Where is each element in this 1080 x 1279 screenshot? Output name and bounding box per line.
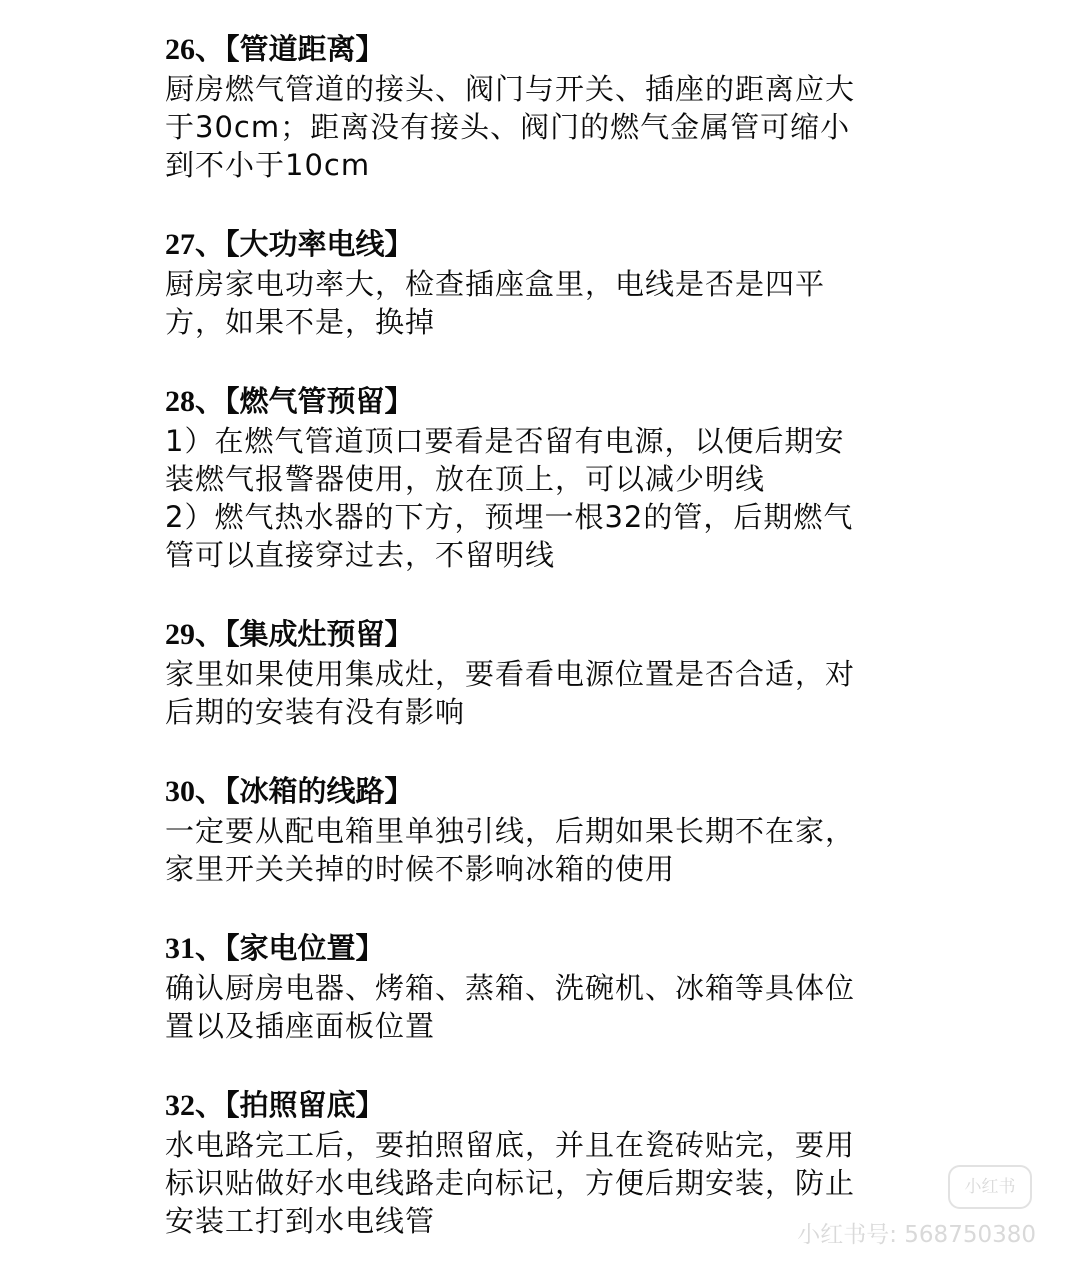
section-heading (165, 223, 935, 265)
section-body (165, 969, 935, 1045)
section-number: 31、 (165, 932, 225, 965)
section-heading (165, 28, 935, 70)
section-body (165, 422, 935, 574)
body-line: 标识贴做好水电线路走向标记，方便后期安装，防止 (165, 1166, 856, 1200)
watermark-logo: 小红书 (948, 1165, 1032, 1209)
section-body (165, 265, 935, 341)
section-body (165, 812, 935, 888)
section-29 (165, 613, 935, 731)
section-title: 【管道距离】 (225, 32, 385, 66)
body-line: 厨房燃气管道的接头、阀门与开关、插座的距离应大 (165, 72, 856, 106)
section-heading (165, 927, 935, 969)
section-27 (165, 223, 935, 341)
section-number: 27、 (165, 228, 225, 261)
section-body (165, 655, 935, 731)
section-title: 【集成灶预留】 (225, 617, 414, 651)
body-line: 后期的安装有没有影响 (165, 695, 466, 729)
section-heading (165, 1084, 935, 1126)
section-number: 32、 (165, 1089, 225, 1122)
body-line: 于30cm；距离没有接头、阀门的燃气金属管可缩小 (165, 110, 851, 144)
body-line: 水电路完工后，要拍照留底，并且在瓷砖贴完，要用 (165, 1128, 856, 1162)
body-line: 管可以直接穿过去，不留明线 (165, 538, 556, 572)
body-line: 方，如果不是，换掉 (165, 305, 436, 339)
document-body (165, 28, 935, 1279)
section-heading (165, 770, 935, 812)
body-line: 2）燃气热水器的下方，预埋一根32的管，后期燃气 (165, 500, 854, 534)
section-heading (165, 613, 935, 655)
section-title: 【燃气管预留】 (225, 384, 414, 418)
section-28 (165, 380, 935, 574)
section-heading (165, 380, 935, 422)
body-line: 装燃气报警器使用，放在顶上，可以减少明线 (165, 462, 766, 496)
body-line: 到不小于10cm (165, 148, 371, 182)
watermark-id: 小红书号: 568750380 (797, 1222, 1036, 1248)
section-title: 【拍照留底】 (225, 1088, 385, 1122)
section-title: 【大功率电线】 (225, 227, 414, 261)
section-30 (165, 770, 935, 888)
section-number: 28、 (165, 385, 225, 418)
body-line: 一定要从配电箱里单独引线，后期如果长期不在家， (165, 814, 856, 848)
body-line: 家里开关关掉的时候不影响冰箱的使用 (165, 852, 676, 886)
section-number: 26、 (165, 33, 225, 66)
body-line: 确认厨房电器、烤箱、蒸箱、洗碗机、冰箱等具体位 (165, 971, 856, 1005)
section-body (165, 70, 935, 184)
section-number: 29、 (165, 618, 225, 651)
section-26 (165, 28, 935, 184)
body-line: 家里如果使用集成灶，要看看电源位置是否合适，对 (165, 657, 856, 691)
body-line: 1）在燃气管道顶口要看是否留有电源，以便后期安 (165, 424, 845, 458)
section-title: 【冰箱的线路】 (225, 774, 414, 808)
body-line: 置以及插座面板位置 (165, 1009, 436, 1043)
section-title: 【家电位置】 (225, 931, 385, 965)
section-number: 30、 (165, 775, 225, 808)
body-line: 厨房家电功率大，检查插座盒里，电线是否是四平 (165, 267, 826, 301)
section-31 (165, 927, 935, 1045)
body-line: 安装工打到水电线管 (165, 1204, 436, 1238)
